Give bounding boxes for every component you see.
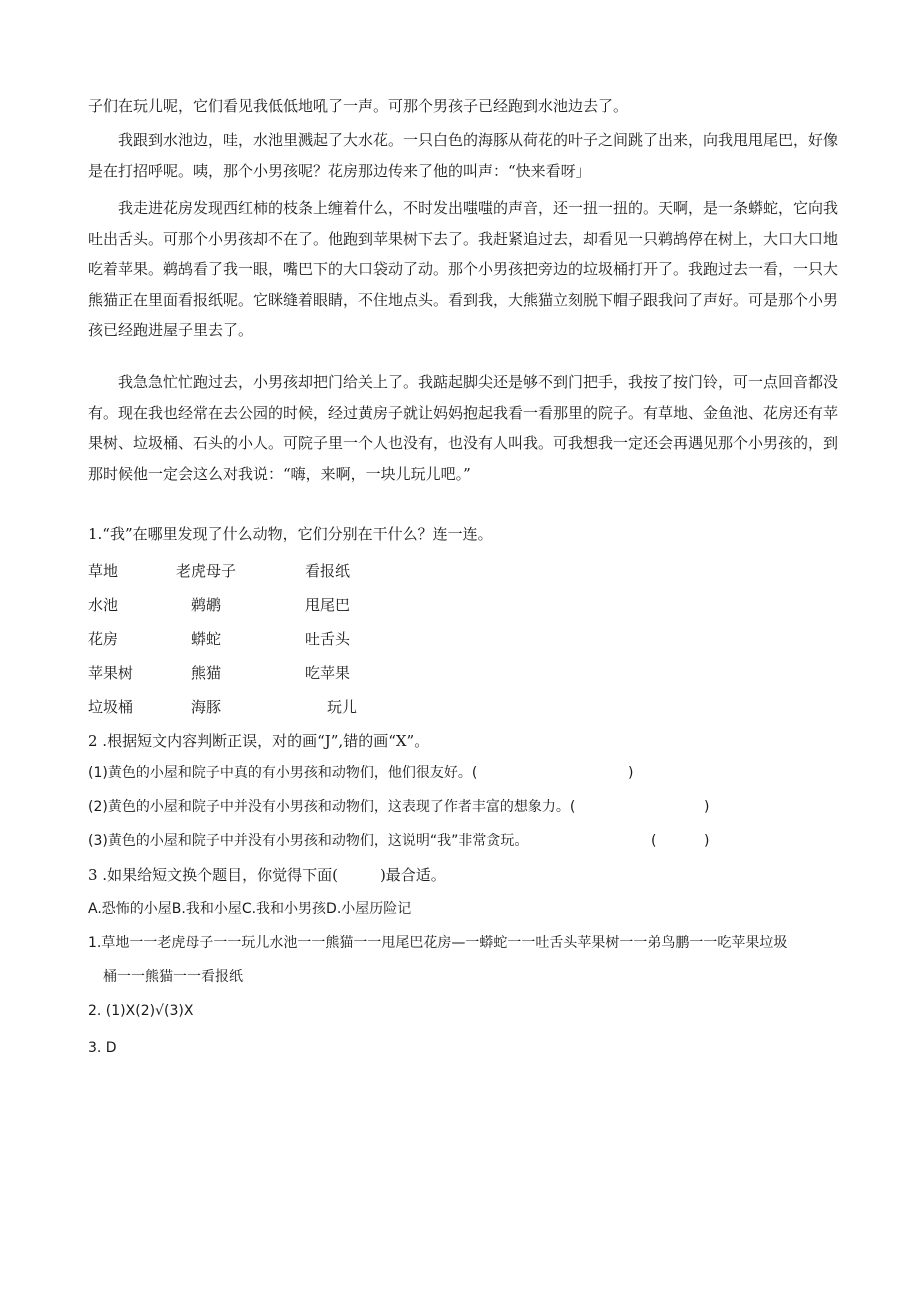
- q3-prompt-end: )最合适。: [379, 866, 446, 884]
- answer-blank-open: (: [651, 833, 657, 849]
- animal-item: 老虎母子: [176, 562, 237, 580]
- q2-statement-3: (3)黄色的小屋和院子中并没有小男孩和动物们，这说明“我”非常贪玩。: [88, 833, 529, 849]
- answer-blank-close: ): [704, 833, 710, 849]
- place-item: 垃圾桶: [88, 698, 134, 716]
- q3-options: A.恐怖的小屋B.我和小屋C.我和小男孩D.小屋历险记: [88, 901, 412, 917]
- animal-item: 海豚: [191, 698, 222, 716]
- question-2-prompt: 2 .根据短文内容判断正误，对的画“J”,错的画“X”。: [88, 732, 430, 750]
- animal-item: 蟒蛇: [191, 630, 222, 648]
- animal-item: 熊猫: [191, 664, 222, 682]
- action-item: 吃苹果: [305, 664, 351, 682]
- q2-statement-2: (2)黄色的小屋和院子中并没有小男孩和动物们，这表现了作者丰富的想象力。(: [88, 799, 576, 815]
- action-item: 玩儿: [327, 698, 358, 716]
- answer-blank-close: ): [704, 799, 710, 815]
- q3-prompt-start: 3 .如果给短文换个题目，你觉得下面(: [88, 866, 338, 884]
- question-1-prompt: 1.“我”在哪里发现了什么动物，它们分别在干什么？连一连。: [88, 525, 493, 543]
- story-paragraph-2: 我走进花房发现西红柿的枝条上缠着什么，不时发出嗤嗤的声音，还一扭一扭的。天啊，是一条蟒蛇，它向我吐出舌头。可那个小男孩却不在了。他跑到苹果树下去了。我赶紧追过去，却看见一只鹈鸪停在树上，大口大口地吃着苹果。鹈鸪看了我一眼，嘴巴下的大口袋动了动。那个小男孩把旁边的垃圾桶打开了。我跑过去一看，一只大熊猫正在里面看报纸呢。它眯缝着眼睛，不住地点头。看到我，大熊猫立刻脱下帽子跟我问了声好。可是那个小男孩已经跑进屋子里去了。: [88, 199, 839, 339]
- answer-2: 2. (1)X(2)√(3)X: [88, 1003, 194, 1019]
- place-item: 水池: [88, 596, 119, 614]
- story-paragraph-1: 我跟到水池边，哇，水池里溅起了大水花。一只白色的海豚从荷花的叶子之间跳了出来，向我甩甩尾巴，好像是在打招呼呢。咦，那个小男孩呢？花房那边传来了他的叫声：“快来看呀」: [88, 131, 839, 180]
- question-3-prompt: [88, 865, 446, 885]
- answer-1-line-1: 1.草地一一老虎母子一一玩儿水池一一熊猫一一甩尾巴花房—一蟒蛇一一吐舌头苹果树一一弟鸟鹏一一吃苹果垃圾: [88, 935, 788, 951]
- animal-item: 鹈鹕: [191, 596, 222, 614]
- action-item: 甩尾巴: [305, 596, 351, 614]
- place-item: 草地: [88, 562, 119, 580]
- answer-blank-close: ): [628, 765, 634, 781]
- answer-3: 3. D: [88, 1040, 117, 1056]
- answer-1-line-2: 桶一一熊猫一一看报纸: [103, 969, 243, 985]
- place-item: 苹果树: [88, 664, 134, 682]
- action-item: 吐舌头: [305, 630, 351, 648]
- action-item: 看报纸: [305, 562, 351, 580]
- place-item: 花房: [88, 630, 119, 648]
- story-paragraph-3: 我急急忙忙跑过去，小男孩却把门给关上了。我踮起脚尖还是够不到门把手，我按了按门铃，可一点回音都没有。现在我也经常在去公园的时候，经过黄房子就让妈妈抱起我看一看那里的院子。有草地、金鱼池、花房还有苹果树、垃圾桶、石头的小人。可院子里一个人也没有，也没有人叫我。可我想我一定还会再遇见那个小男孩的，到那时候他一定会这么对我说：“嗨，来啊，一块儿玩儿吧。”: [88, 373, 839, 483]
- story-paragraph-0: 子们在玩儿呢，它们看见我低低地吼了一声。可那个男孩子已经跑到水池边去了。: [88, 97, 629, 115]
- q2-statement-1: (1)黄色的小屋和院子中真的有小男孩和动物们，他们很友好。(: [88, 765, 478, 781]
